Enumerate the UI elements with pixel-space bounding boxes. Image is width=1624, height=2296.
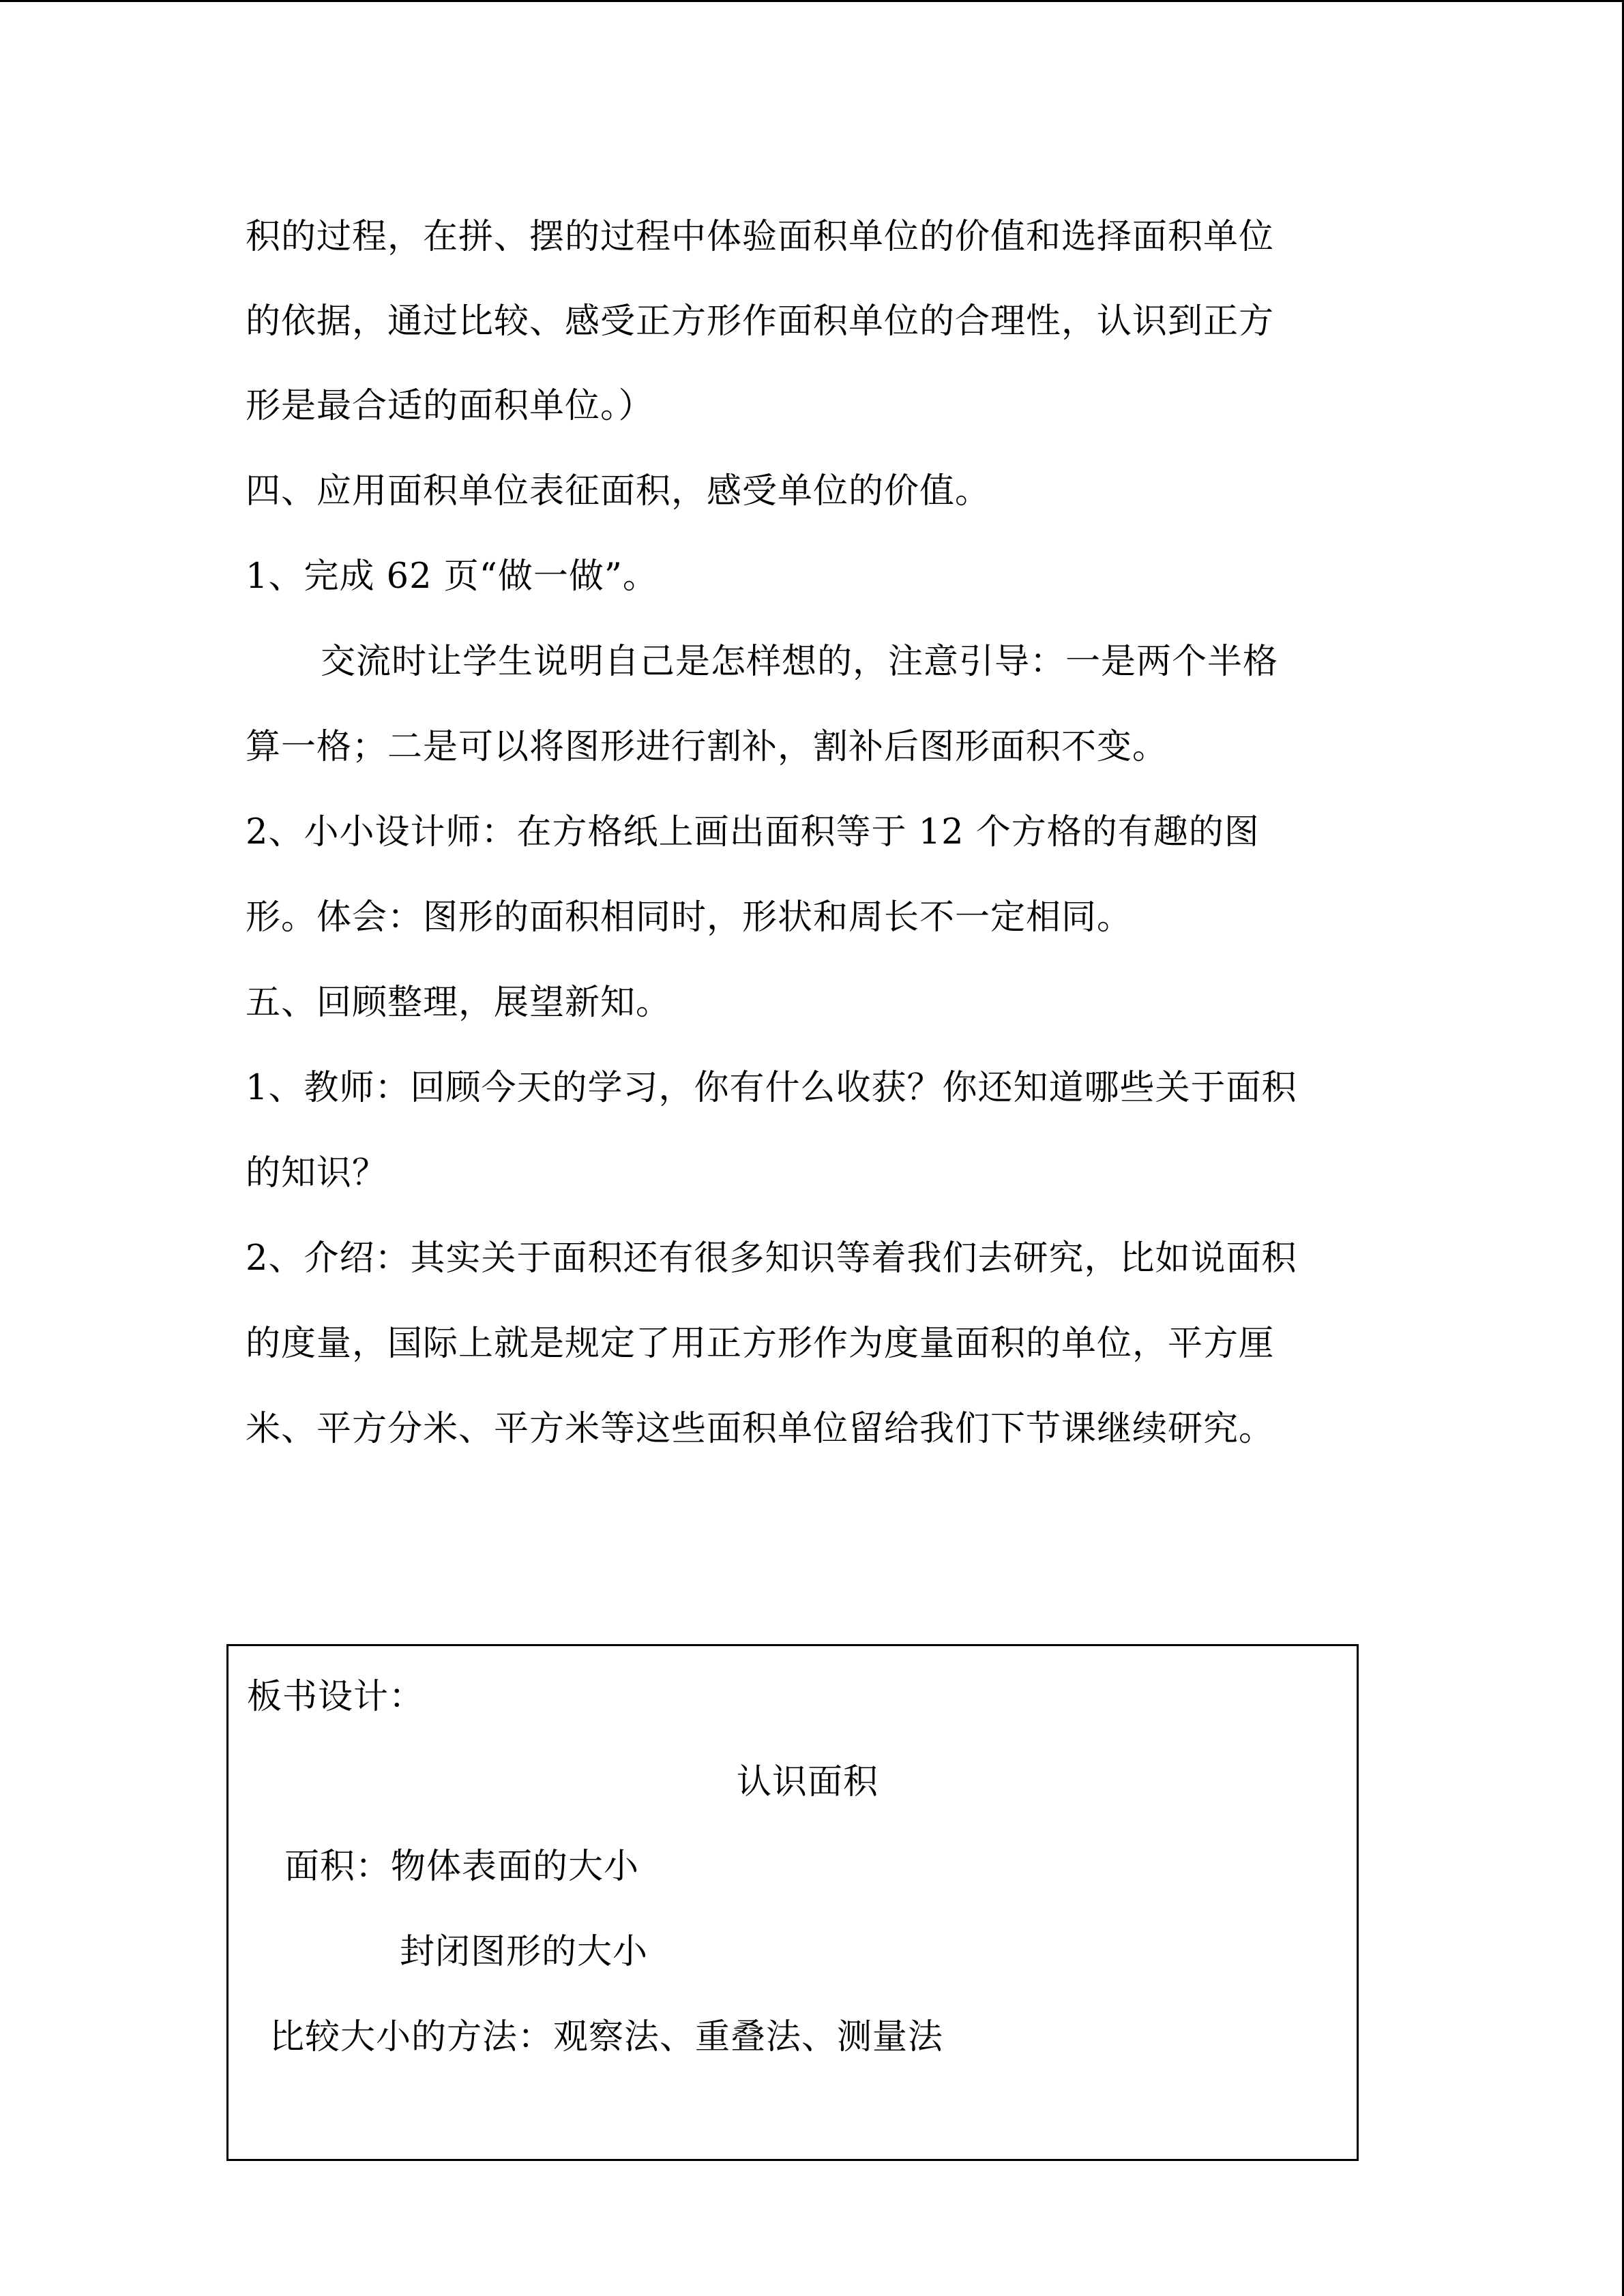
board-line-closed-shape: 封闭图形的大小: [400, 1932, 649, 1972]
paragraph-line: 形是最合适的面积单位。）: [246, 386, 654, 426]
board-line-area-definition: 面积：物体表面的大小: [284, 1847, 640, 1887]
paragraph-line: 2、小小设计师：在方格纸上画出面积等于 12 个方格的有趣的图: [246, 812, 1260, 852]
board-design-label: 板书设计：: [247, 1677, 425, 1717]
board-design-box: [226, 1644, 1359, 2161]
paragraph-line: 形。体会：图形的面积相同时，形状和周长不一定相同。: [246, 897, 1133, 938]
board-line-comparison-methods: 比较大小的方法：观察法、重叠法、测量法: [269, 2017, 944, 2057]
paragraph-line: 积的过程，在拼、摆的过程中体验面积单位的价值和选择面积单位: [246, 217, 1275, 257]
board-title: 认识面积: [737, 1762, 879, 1802]
paragraph-line: 1、完成 62 页“做一做”。: [246, 556, 658, 597]
paragraph-line: 的度量，国际上就是规定了用正方形作为度量面积的单位，平方厘: [246, 1324, 1275, 1364]
paragraph-line: 米、平方分米、平方米等这些面积单位留给我们下节课继续研究。: [246, 1409, 1275, 1449]
section-heading-five: 五、回顾整理，展望新知。: [246, 983, 672, 1023]
paragraph-line: 1、教师：回顾今天的学习，你有什么收获？你还知道哪些关于面积: [246, 1068, 1297, 1108]
paragraph-line: 的依据，通过比较、感受正方形作面积单位的合理性，认识到正方: [246, 301, 1275, 342]
paragraph-line: 的知识？: [246, 1153, 388, 1193]
section-heading-four: 四、应用面积单位表征面积，感受单位的价值。: [246, 471, 991, 511]
paragraph-line: 2、介绍：其实关于面积还有很多知识等着我们去研究，比如说面积: [246, 1238, 1297, 1279]
paragraph-line: 算一格；二是可以将图形进行割补，割补后图形面积不变。: [246, 727, 1168, 767]
page-top-border: [0, 0, 1624, 2]
paragraph-line: 交流时让学生说明自己是怎样想的，注意引导：一是两个半格: [321, 642, 1279, 682]
